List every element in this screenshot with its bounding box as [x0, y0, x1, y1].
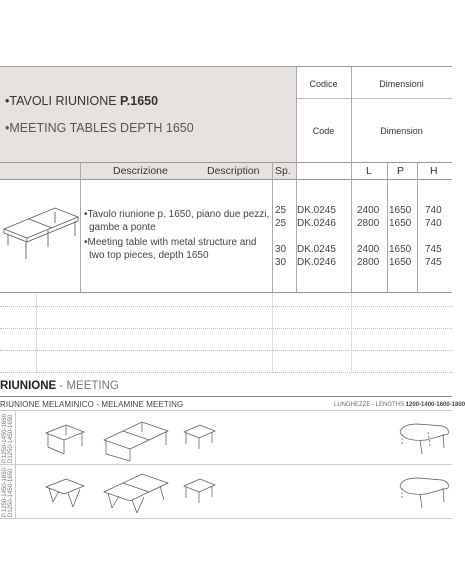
description-en: •Meeting table with metal structure and two top pieces, depth 1650 [84, 237, 257, 261]
table-sketch-extension-2 [182, 474, 218, 508]
meeting-table-illustration [0, 190, 80, 270]
row4-p: 1650 [389, 257, 412, 268]
row1-h: 740 [425, 205, 442, 216]
vline-body-4 [387, 162, 388, 292]
side-label-1a: P.1250-1450-1650 [2, 414, 8, 463]
dotted-rule-3 [0, 350, 452, 351]
dotted-rule-4 [0, 372, 452, 373]
code-header: Code [312, 126, 335, 136]
lengths-label: LUNGHEZZE - LENGTHS 1200-1400-1600-1800 [334, 402, 465, 408]
table-sketch-dashed-2 [398, 472, 452, 516]
description-it: •Tavolo riunione p. 1650, piano due pezzi, gambe a ponte [84, 209, 270, 233]
table-bottom-rule [0, 292, 452, 293]
row4-sp: 30 [275, 257, 287, 268]
vline-body-3 [351, 162, 352, 292]
table-sketch-large-1 [102, 418, 170, 462]
colhdr-bottom-rule [0, 179, 452, 180]
dimension-header: Dimension [380, 126, 423, 136]
faint-vline-1 [36, 293, 37, 373]
vline-body-0 [80, 162, 81, 292]
dimensioni-header: Dimensioni [379, 79, 424, 89]
section-subrule [0, 410, 452, 411]
table-sketch-extension-1 [182, 420, 218, 454]
row2-sp: 25 [275, 218, 287, 229]
section-subtitle: RIUNIONE MELAMINICO - MELAMINE MEETING [0, 400, 184, 409]
row4-code: DK.0246 [297, 257, 336, 268]
col-sp: Sp. [275, 165, 291, 177]
dotted-rule-2 [0, 328, 452, 329]
codice-header: Codice [309, 79, 338, 89]
row4-h: 745 [425, 257, 442, 268]
faint-vline-3 [351, 293, 352, 373]
panel-side-rule [15, 410, 16, 518]
row2-code: DK.0246 [297, 218, 336, 229]
col-description: Description [207, 165, 260, 177]
col-l: L [366, 165, 372, 177]
col-p: P [397, 165, 405, 177]
top-rule [0, 66, 452, 67]
row2-h: 740 [425, 218, 442, 229]
header-divider [296, 98, 452, 99]
row4-l: 2800 [357, 257, 380, 268]
product-title-en: •MEETING TABLES DEPTH 1650 [5, 121, 194, 135]
row3-code: DK.0245 [297, 244, 336, 255]
panel-bottom [0, 518, 452, 519]
faint-vline-2 [272, 293, 273, 373]
section-rule [0, 396, 452, 397]
row2-p: 1650 [389, 218, 412, 229]
row3-l: 2400 [357, 244, 380, 255]
row2-l: 2800 [357, 218, 380, 229]
row1-code: DK.0245 [297, 205, 336, 216]
row1-l: 2400 [357, 205, 380, 216]
panel-divider [0, 464, 452, 465]
row3-sp: 30 [275, 244, 287, 255]
row3-p: 1650 [389, 244, 412, 255]
row3-h: 745 [425, 244, 442, 255]
side-label-2b: D1250-1450-1650 [8, 468, 14, 517]
section-title: RIUNIONE - MEETING [0, 380, 119, 392]
side-label-2a: P.1250-1450-1650 [2, 468, 8, 517]
table-sketch-dashed-1 [398, 418, 452, 462]
col-h: H [430, 165, 438, 177]
row1-sp: 25 [275, 205, 287, 216]
table-sketch-small-1 [44, 420, 89, 460]
col-descrizione: Descrizione [113, 165, 168, 177]
product-title-it: •TAVOLI RIUNIONE P.1650 [5, 94, 159, 108]
table-sketch-small-2 [44, 474, 89, 514]
side-label-1b: D1250-1450-1650 [8, 414, 14, 463]
colhdr-top-rule [0, 162, 452, 163]
dotted-rule-1 [0, 306, 452, 307]
vline-body-5 [417, 162, 418, 292]
table-sketch-large-2 [102, 470, 170, 514]
row1-p: 1650 [389, 205, 412, 216]
